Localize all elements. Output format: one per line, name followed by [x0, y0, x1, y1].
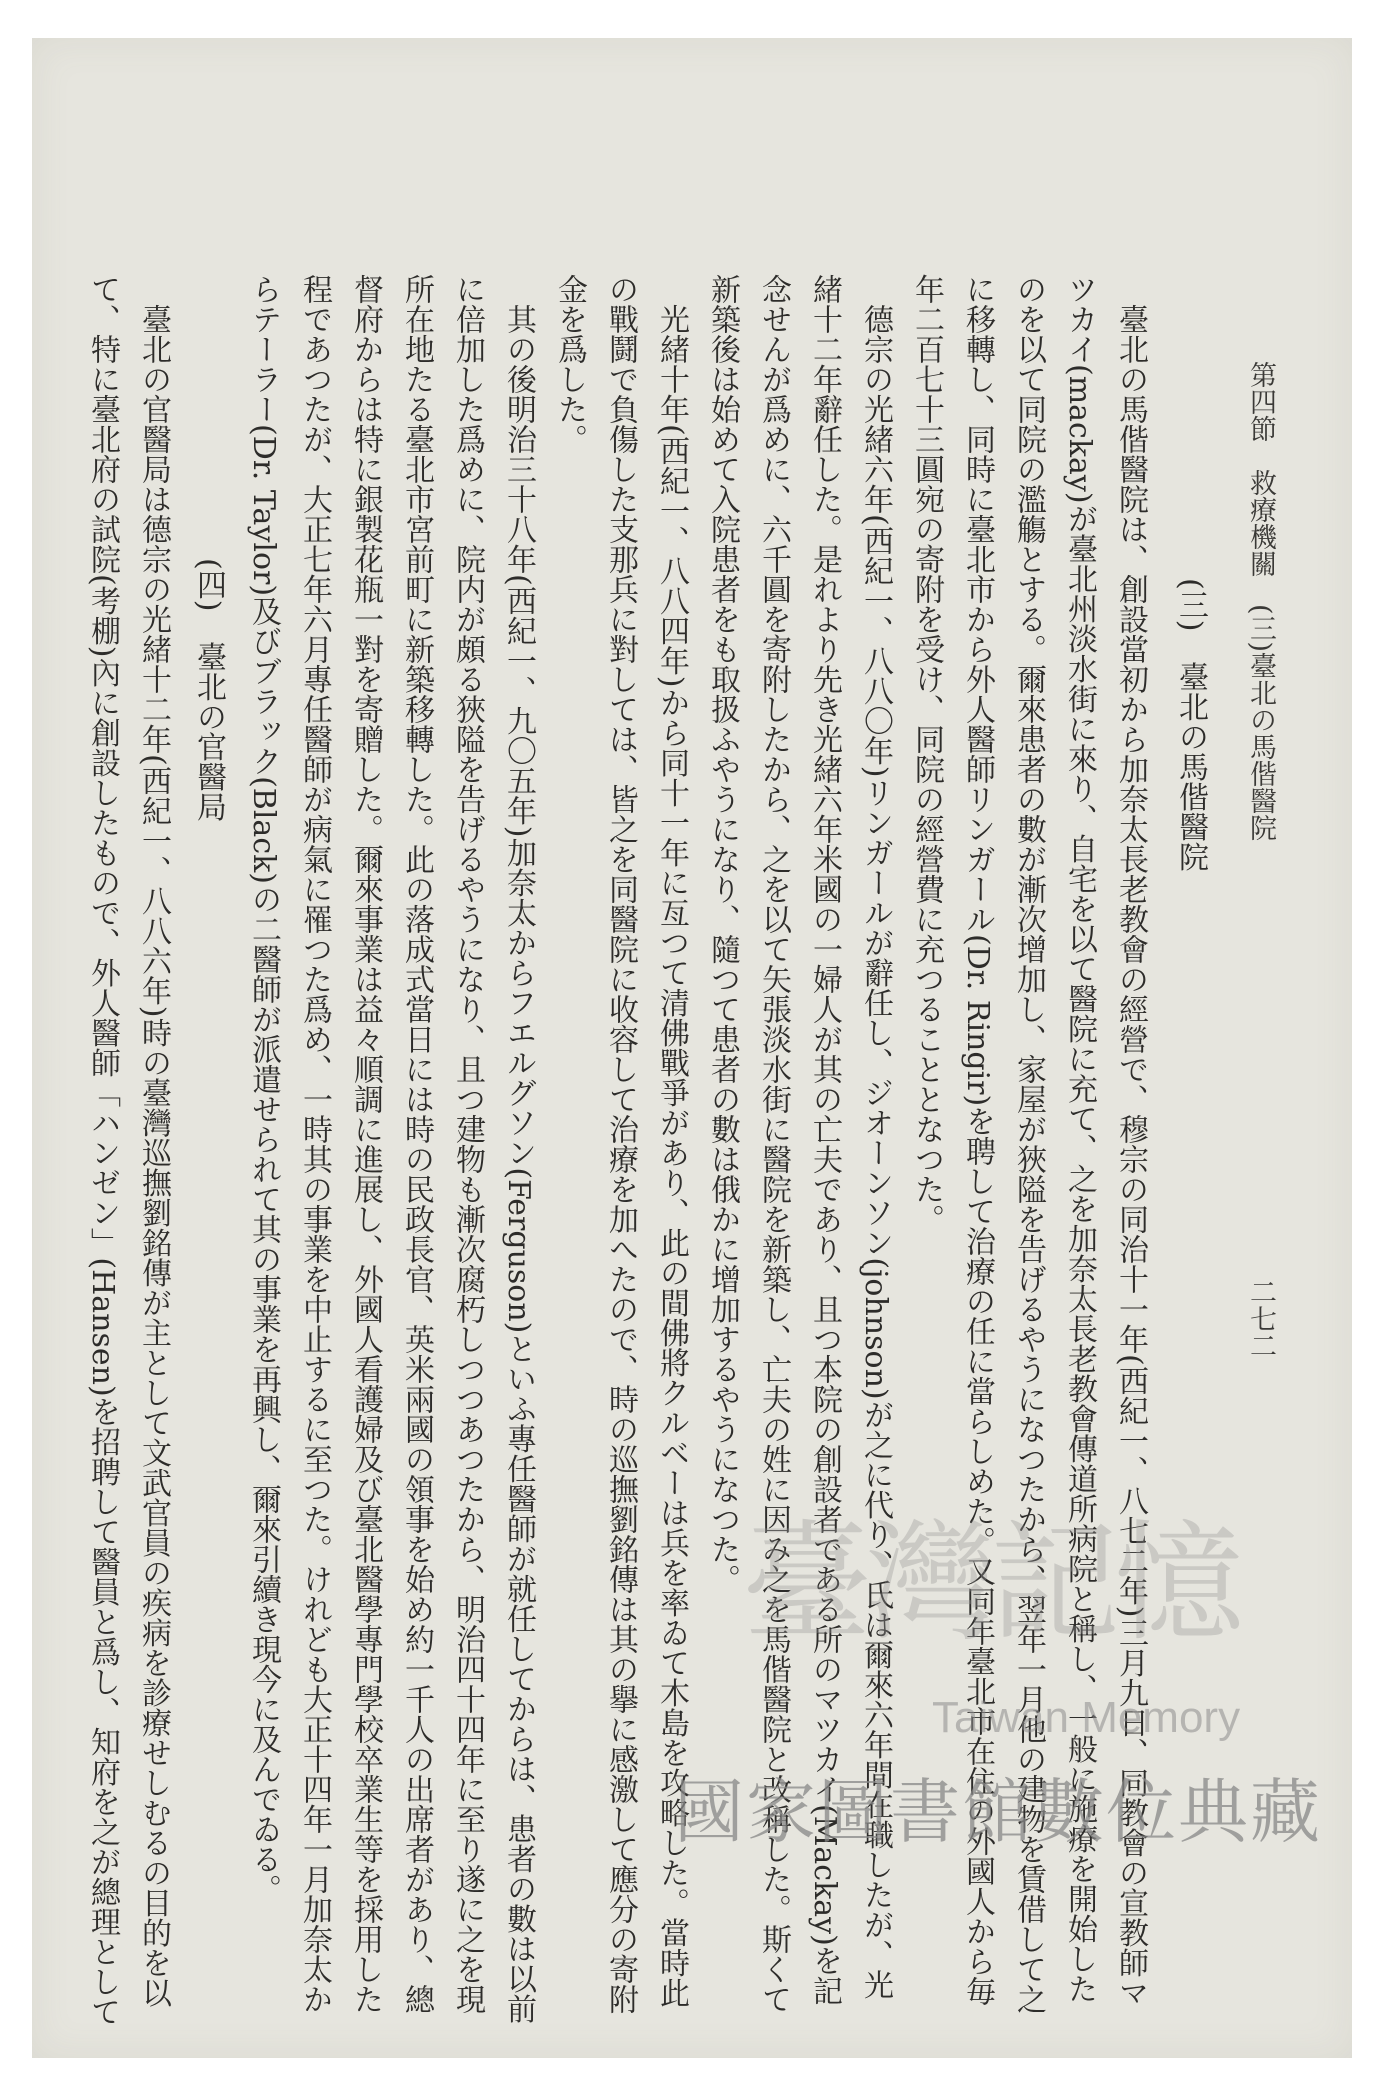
text-line: て、特に臺北府の試院(考棚)內に創設したもので、外人醫師「ハンゼン」(Hansen)を招聘して醫員と爲し、知府を之が總理として: [85, 274, 120, 2027]
watermark-library-name: 國家圖書館數位典藏: [674, 1773, 1322, 1851]
watermark-subtitle: Taiwan Memory: [932, 1693, 1241, 1742]
text-line: 臺北の官醫局は德宗の光緒十二年(西紀一、八八六年)時の臺灣巡撫劉銘傳が主として文武官員の疾病を診療せしむるの目的を以: [136, 274, 171, 2008]
text-line: 臺北の馬偕醫院は、創設當初から加奈太長老教會の經營で、穆宗の同治十一年(西紀一、八七二年)三月九日、同教會の宣教師マ: [1113, 274, 1148, 2008]
text-line: 念せんが爲めに、六千圓を寄附したから、之を以て矢張淡水街に醫院を新築し、亡夫の姓に因み之を馬偕醫院と改稱した。斯くて: [756, 274, 791, 2014]
text-line: のを以て同院の濫觴とする。爾來患者の數が漸次增加し、家屋が狹隘を告げるやうになつたから、翌年一月他の建物を賃借して之: [1011, 274, 1046, 2014]
text-line: に倍加した爲めに、院内が頗る狹隘を告げるやうになり、且つ建物も漸次腐朽しつつあつたから、明治四十四年に至り遂に之を現: [450, 274, 485, 2014]
text-line: 所在地たる臺北市宮前町に新築移轉した。此の落成式當日には時の民政長官、英米兩國の領事を始め約一千人の出席者があり、總: [399, 274, 434, 2014]
text-line: 年二百七十三圓宛の寄附を受け、同院の經營費に充つることとなつた。: [909, 274, 944, 1234]
watermark-stamp: 臺灣記憶: [742, 1507, 1239, 1659]
text-line: 程であつたが、大正七年六月專任醫師が病氣に罹つた爲め、一時其の事業を中止するに至つた。けれども大正十四年一月加奈太か: [297, 274, 332, 2014]
section-heading-4: (四) 臺北の官醫局: [191, 558, 226, 822]
text-line: 新築後は始めて入院患者をも取扱ふやうになり、隨つて患者の數は俄かに增加するやうになつた。: [705, 274, 740, 1594]
section-heading-3: (三) 臺北の馬偕醫院: [1173, 578, 1208, 872]
text-line: に移轉し、同時に臺北市から外人醫師リンガール(Dr. Ringir)を聘して治療の任に當らしめた。又同年臺北市在住の外國人から毎: [960, 274, 995, 2007]
text-line: らテーラー(Dr. Taylor)及びブラック(Black)の二醫師が派遣せられて其の事業を再興し、爾來引續き現今に及んでゐる。: [246, 274, 281, 1905]
running-header-title: 第四節 救療機關 (三)臺北の馬偕醫院: [1245, 361, 1276, 842]
text-line: 金を爲した。: [552, 274, 587, 454]
text-line: 督府からは特に銀製花瓶一對を寄贈した。爾來事業は益々順調に進展し、外國人看護婦及び臺北醫學專門學校卒業生等を採用した: [348, 274, 383, 2014]
text-line: の戰鬪で負傷した支那兵に對しては、皆之を同醫院に收容して治療を加へたので、時の巡撫劉銘傳は其の擧に感激して應分の寄附: [603, 274, 638, 2014]
text-line: 德宗の光緒六年(西紀一、八八〇年)リンガールが辭任し、ジオーンソン(johnson)が之に代り、氏は爾來六年間在職したが、光: [858, 274, 893, 2000]
text-line: 緒十二年辭任した。是れより先き光緒六年米國の一婦人が其の亡夫であり、且つ本院の創設者である所のマツカイ(Mackay)を記: [807, 274, 842, 2006]
page-number: 二七二: [1245, 1278, 1276, 1359]
text-line: ツカイ(mackay)が臺北州淡水街に來り、自宅を以て醫院に充て、之を加奈太長老教會傳道所病院と稱し、一般に施療を開始した: [1062, 274, 1097, 2004]
text-line: 其の後明治三十八年(西紀一、九〇五年)加奈太からフエルグソン(Ferguson)といふ專任醫師が就任してからは、患者の數は以前: [501, 274, 536, 2024]
text-line: 光緒十年(西紀一、八八四年)から同十一年に亙つて清佛戰爭があり、此の間佛將クルベーは兵を率ゐて木島を攻略した。當時此: [654, 274, 689, 2008]
document-page: [32, 38, 1352, 2058]
